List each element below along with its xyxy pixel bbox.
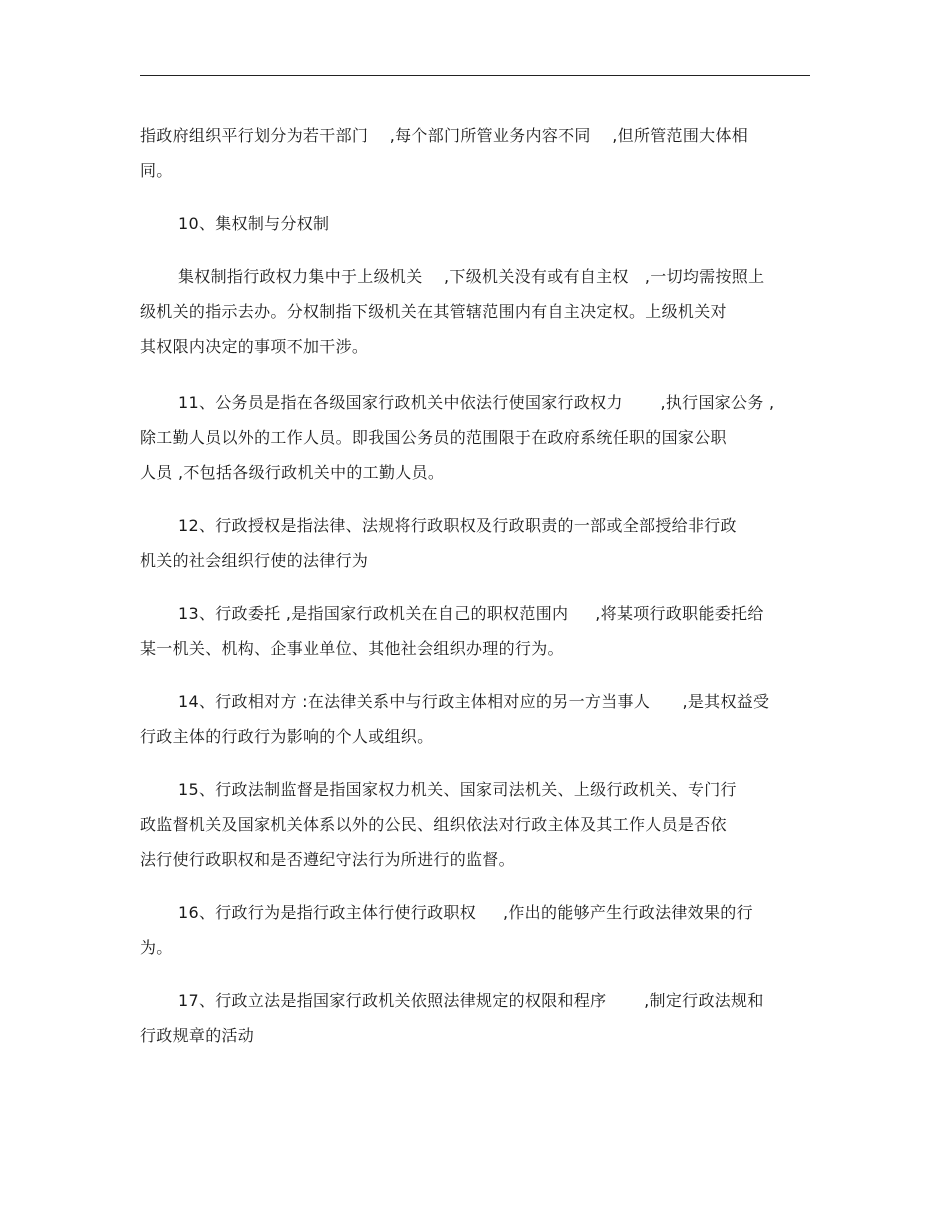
text-line: 16、行政行为是指行政主体行使行政职权 ,作出的能够产生行政法律效果的行: [178, 903, 753, 922]
text-line: 集权制指行政权力集中于上级机关 ,下级机关没有或有自主权 ,一切均需按照上: [178, 267, 765, 286]
text-line: 同。: [140, 161, 173, 180]
text-line: 行政规章的活动: [140, 1026, 255, 1045]
text-line: 其权限内决定的事项不加干涉。: [140, 337, 369, 356]
text-line: 17、行政立法是指国家行政机关依照法律规定的权限和程序 ,制定行政法规和: [178, 991, 764, 1010]
header-rule: [140, 75, 810, 76]
text-line: 12、行政授权是指法律、法规将行政职权及行政职责的一部或全部授给非行政: [178, 516, 737, 535]
text-line: 指政府组织平行划分为若干部门 ,每个部门所管业务内容不同 ,但所管范围大体相: [140, 126, 749, 145]
text-line: 法行使行政职权和是否遵纪守法行为所进行的监督。: [140, 850, 515, 869]
text-line: 13、行政委托 ,是指国家行政机关在自己的职权范围内 ,将某项行政职能委托给: [178, 604, 764, 623]
text-line: 15、行政法制监督是指国家权力机关、国家司法机关、上级行政机关、专门行: [178, 780, 737, 799]
section-heading: 10、集权制与分权制: [178, 214, 330, 233]
text-line: 除工勤人员以外的工作人员。即我国公务员的范围限于在政府系统任职的国家公职: [140, 428, 727, 447]
text-line: 某一机关、机构、企事业单位、其他社会组织办理的行为。: [140, 639, 564, 658]
text-line: 14、行政相对方 :在法律关系中与行政主体相对应的另一方当事人 ,是其权益受: [178, 692, 770, 711]
text-line: 机关的社会组织行使的法律行为: [140, 551, 369, 570]
text-line: 为。: [140, 938, 173, 957]
text-line: 11、公务员是指在各级国家行政机关中依法行使国家行政权力 ,执行国家公务 ,: [178, 393, 775, 412]
text-line: 政监督机关及国家机关体系以外的公民、组织依法对行政主体及其工作人员是否依: [140, 815, 727, 834]
text-line: 行政主体的行政行为影响的个人或组织。: [140, 727, 434, 746]
text-line: 级机关的指示去办。分权制指下级机关在其管辖范围内有自主决定权。上级机关对: [140, 302, 727, 321]
text-line: 人员 ,不包括各级行政机关中的工勤人员。: [140, 463, 445, 482]
